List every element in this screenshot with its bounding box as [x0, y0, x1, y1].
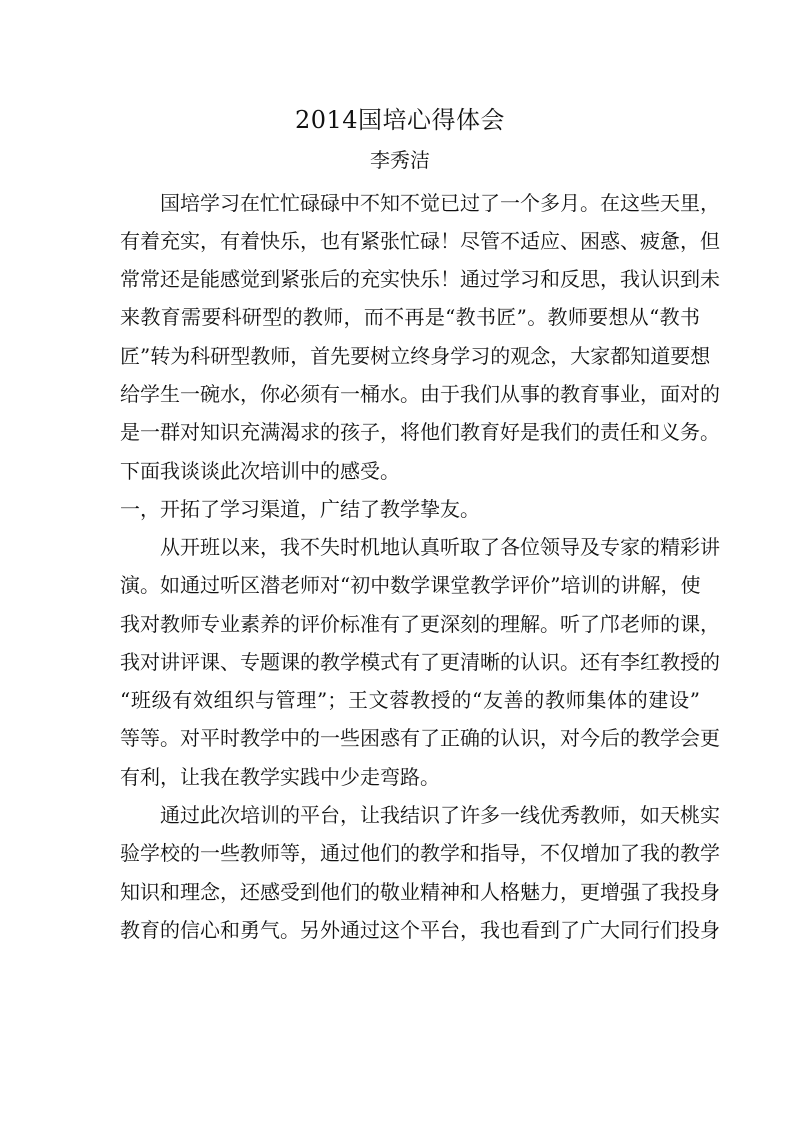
body-line: 我对讲评课、专题课的教学模式有了更清晰的认识。还有李红教授的 [120, 650, 720, 674]
body-line: 我对教师专业素养的评价标准有了更深刻的理解。听了邝老师的课， [120, 612, 720, 636]
body-line: 验学校的一些教师等，通过他们的教学和指导，不仅增加了我的教学 [120, 841, 720, 865]
body-line: 有利，让我在教学实践中少走弯路。 [120, 765, 440, 789]
body-line: 是一群对知识充满渴求的孩子，将他们教育好是我们的责任和义务。 [120, 420, 720, 444]
body-line: 通过此次培训的平台，让我结识了许多一线优秀教师，如天桃实 [160, 803, 720, 827]
body-line: 匠”转为科研型教师，首先要树立终身学习的观念，大家都知道要想 [120, 344, 711, 368]
document-title: 2014国培心得体会 [294, 106, 506, 134]
body-line: 等等。对平时教学中的一些困惑有了正确的认识，对今后的教学会更 [120, 726, 720, 750]
body-line: 常常还是能感觉到紧张后的充实快乐！通过学习和反思，我认识到未 [120, 267, 720, 291]
body-line: 从开班以来，我不失时机地认真听取了各位领导及专家的精彩讲 [160, 535, 720, 559]
section-heading: 一，开拓了学习渠道，广结了教学挚友。 [120, 497, 480, 521]
body-line: 下面我谈谈此次培训中的感受。 [120, 459, 400, 483]
body-line: 教育的信心和勇气。另外通过这个平台，我也看到了广大同行们投身 [120, 918, 720, 942]
body-line: 演。如通过听区潜老师对“初中数学课堂教学评价”培训的讲解，使 [120, 573, 701, 597]
body-line: 有着充实，有着快乐，也有紧张忙碌！尽管不适应、困惑、疲惫，但 [120, 229, 720, 253]
body-line: 来教育需要科研型的教师，而不再是“教书匠”。教师要想从“教书 [120, 305, 700, 329]
author-name: 李秀洁 [370, 148, 430, 172]
body-line: 国培学习在忙忙碌碌中不知不觉已过了一个多月。在这些天里， [160, 191, 720, 215]
body-line: 给学生一碗水，你必须有一桶水。由于我们从事的教育事业，面对的 [120, 382, 720, 406]
body-line: “班级有效组织与管理”；王文蓉教授的“友善的教师集体的建设” [120, 688, 700, 712]
body-line: 知识和理念，还感受到他们的敬业精神和人格魅力，更增强了我投身 [120, 880, 720, 904]
